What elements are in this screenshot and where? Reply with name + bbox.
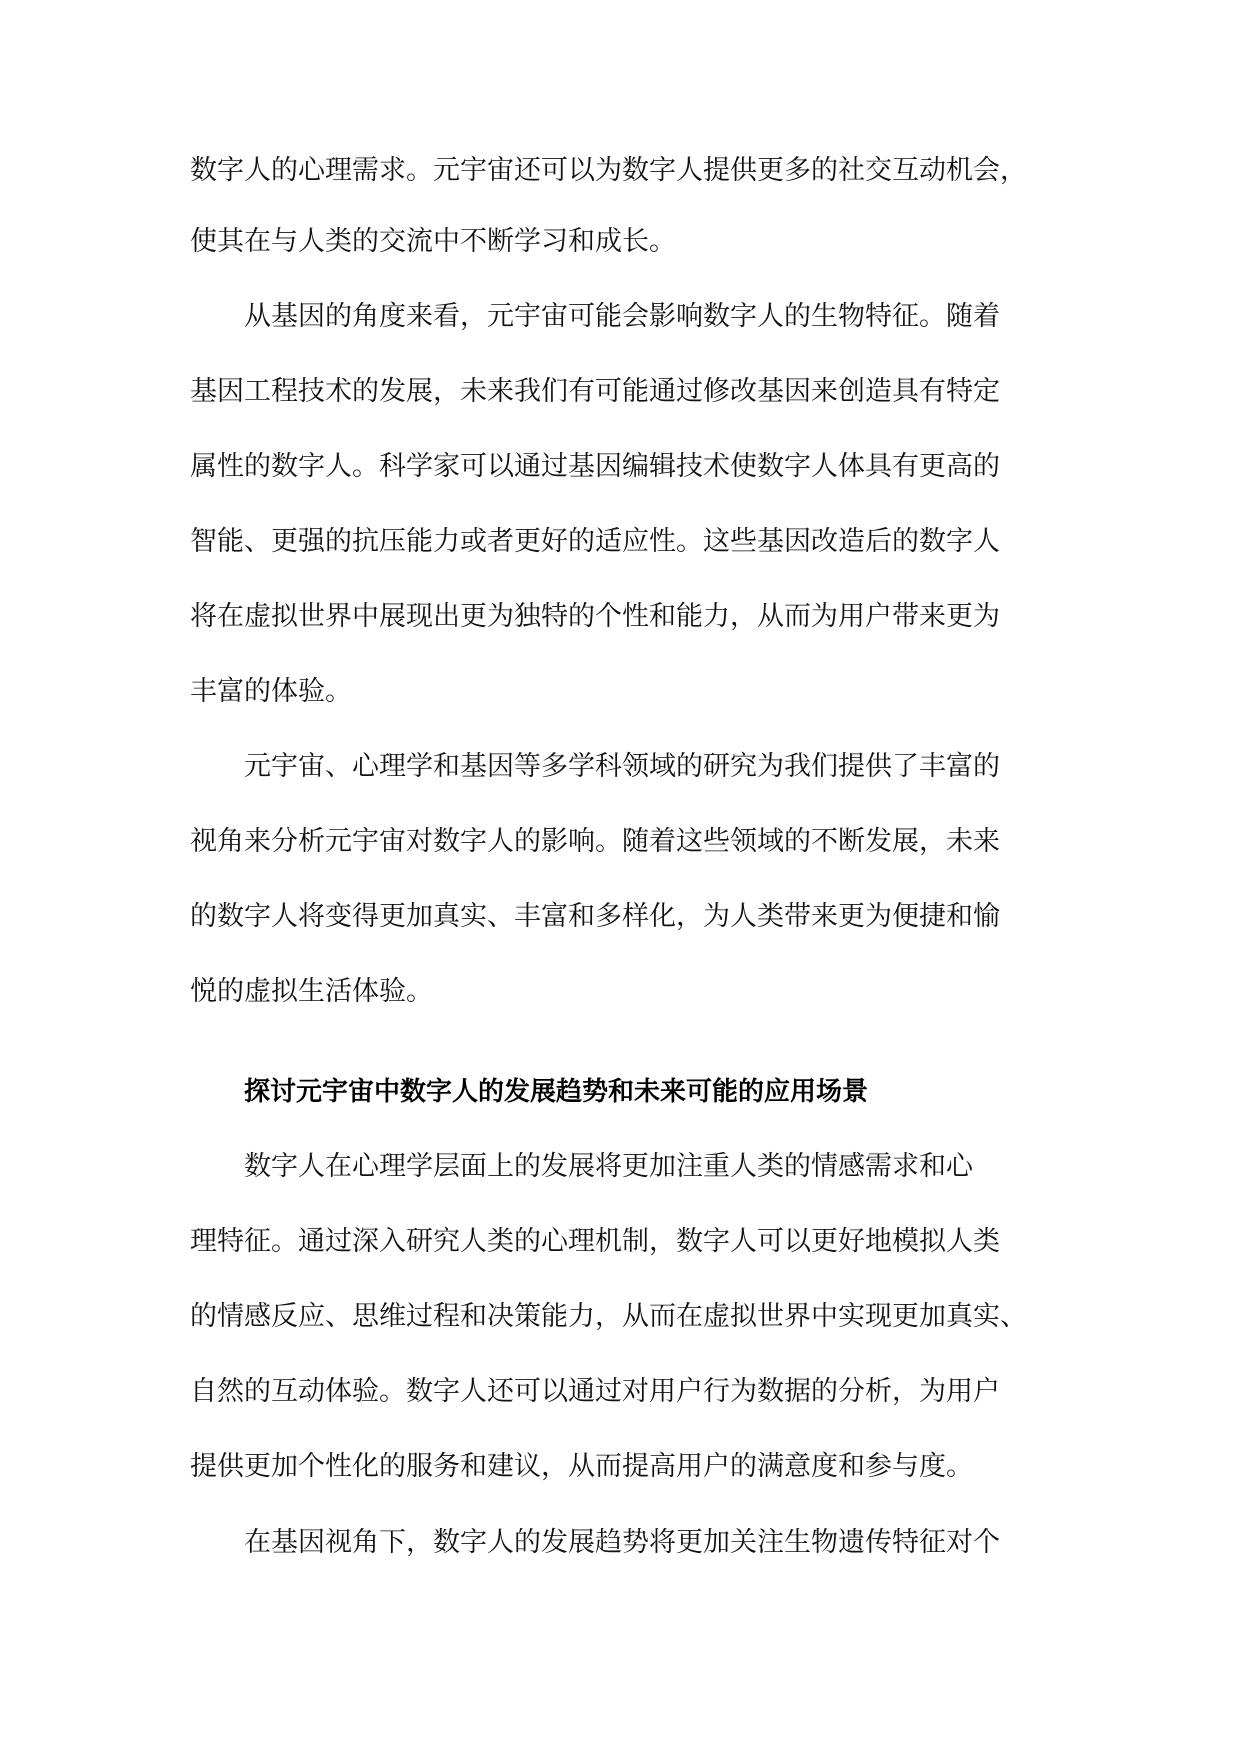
section-paragraph-1-line-2: 理特征。通过深入研究人类的心理机制，数字人可以更好地模拟人类 [190,1226,1000,1257]
section-paragraph-2-line-1: 在基因视角下，数字人的发展趋势将更加关注生物遗传特征对个 [244,1527,1000,1558]
paragraph-3-line-2: 视角来分析元宇宙对数字人的影响。随着这些领域的不断发展，未来 [190,826,1000,857]
paragraph-2-line-6: 丰富的体验。 [190,676,352,707]
paragraph-3-line-3: 的数字人将变得更加真实、丰富和多样化，为人类带来更为便捷和愉 [190,901,1000,932]
paragraph-3-line-1: 元宇宙、心理学和基因等多学科领域的研究为我们提供了丰富的 [244,751,1000,782]
paragraph-2-line-4: 智能、更强的抗压能力或者更好的适应性。这些基因改造后的数字人 [190,526,1000,557]
paragraph-2-line-3: 属性的数字人。科学家可以通过基因编辑技术使数字人体具有更高的 [190,451,1000,482]
paragraph-3-line-4: 悦的虚拟生活体验。 [190,976,433,1007]
section-paragraph-1-line-1: 数字人在心理学层面上的发展将更加注重人类的情感需求和心 [244,1151,973,1182]
section-paragraph-1-line-3: 的情感反应、思维过程和决策能力，从而在虚拟世界中实现更加真实、 [190,1301,1027,1332]
paragraph-2-line-2: 基因工程技术的发展，未来我们有可能通过修改基因来创造具有特定 [190,376,1000,407]
paragraph-1-line-1: 数字人的心理需求。元宇宙还可以为数字人提供更多的社交互动机会， [190,155,1027,186]
paragraph-2-line-1: 从基因的角度来看，元宇宙可能会影响数字人的生物特征。随着 [244,301,1000,332]
section-paragraph-1-line-4: 自然的互动体验。数字人还可以通过对用户行为数据的分析，为用户 [190,1376,1000,1407]
section-heading: 探讨元宇宙中数字人的发展趋势和未来可能的应用场景 [244,1077,869,1107]
paragraph-1-line-2: 使其在与人类的交流中不断学习和成长。 [190,226,676,257]
paragraph-2-line-5: 将在虚拟世界中展现出更为独特的个性和能力，从而为用户带来更为 [190,601,1000,632]
section-paragraph-1-line-5: 提供更加个性化的服务和建议，从而提高用户的满意度和参与度。 [190,1451,973,1482]
